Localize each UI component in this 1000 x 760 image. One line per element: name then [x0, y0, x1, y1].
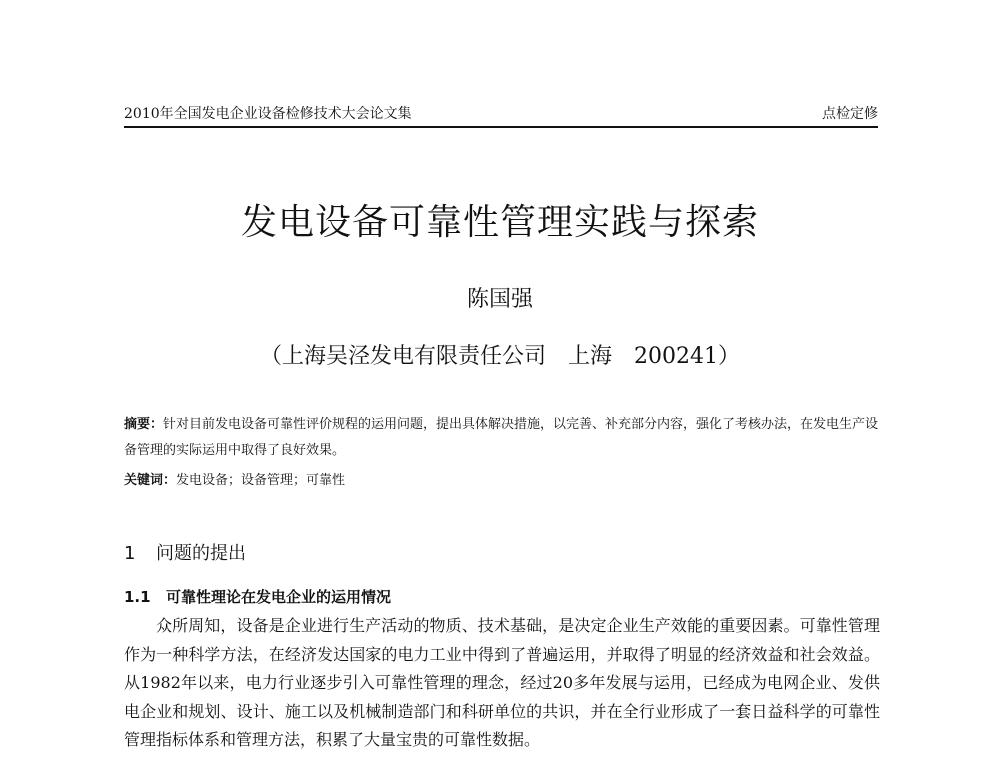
- section-heading: [124, 542, 246, 566]
- author-affiliation: （上海吴泾发电有限责任公司 上海 200241）: [260, 344, 740, 369]
- keywords-label: 关键词：: [124, 473, 177, 488]
- header-proceedings-title: 2010年全国发电企业设备检修技术大会论文集: [124, 106, 412, 122]
- keywords-text: 发电设备；设备管理；可靠性: [176, 473, 346, 488]
- abstract-label: 摘要：: [124, 417, 164, 432]
- section-title: 问题的提出: [156, 543, 246, 564]
- running-header: [124, 104, 878, 128]
- header-section-name: 点检定修: [822, 106, 878, 122]
- body-paragraph: 众所周知，设备是企业进行生产活动的物质、技术基础，是决定企业生产效能的重要因素。可靠性管理作为一种科学方法，在经济发达国家的电力工业中得到了普遍运用，并取得了明显的经济效益和社会效益。从1982年以来，电力行业逐步引入可靠性管理的理念，经过20多年发展与运用，已经成为电网企业、发供电企业和规划、设计、施工以及机械制造部门和科研单位的共识，并在全行业形成了一套日益科学的可靠性管理指标体系和管理方法，积累了大量宝贵的可靠性数据。: [124, 616, 880, 749]
- subsection-heading: [124, 586, 391, 608]
- paper-title: 发电设备可靠性管理实践与探索: [240, 202, 759, 243]
- subsection-title: 可靠性理论在发电企业的运用情况: [166, 588, 392, 606]
- section-number: 1: [124, 543, 136, 564]
- abstract-text: 针对目前发电设备可靠性评价规程的运用问题，提出具体解决措施，以完善、补充部分内容，强化了考核办法，在发电生产设备管理的实际运用中取得了良好效果。: [124, 417, 879, 458]
- keywords: [124, 470, 880, 492]
- abstract: [124, 412, 880, 464]
- subsection-number: 1.1: [124, 588, 151, 606]
- author-name: 陈国强: [466, 287, 533, 312]
